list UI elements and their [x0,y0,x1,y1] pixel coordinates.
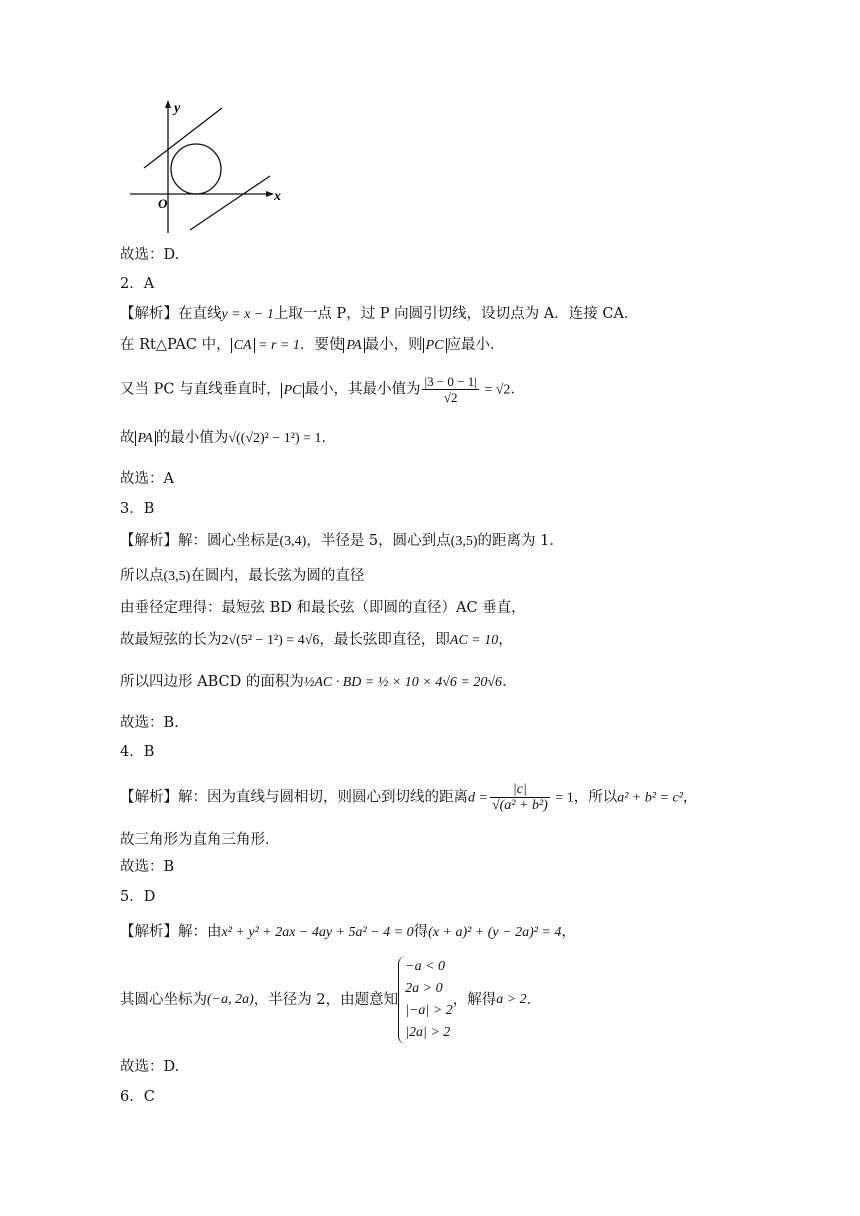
text-line: 4．B [120,744,155,760]
text-line: 其圆心坐标为 (−a, 2a) ，半径为 2，由题意知 −a < 0 2a > 0 |−a| > 2 |2a| > 2 ，解得 a > 2 ． [120,950,541,1050]
text-line: 2．A [120,276,155,292]
text-line: 故 PA 的最小值为√((√2)² − 1²) = 1． [120,430,337,446]
text-line: 故选：D. [120,1059,180,1075]
tangent-line-upper [144,108,222,168]
tangent-line-lower [190,176,270,230]
origin-label: O [158,196,168,211]
text-line: 所以点(3,5)在圆内，最长弦为圆的直径 [120,568,365,584]
text-line: 又当 PC 与直线垂直时， PC 最小，其最小值为 $\frac{|3 - 0 - 1|}{√2}$ = √2． [120,374,525,405]
text-line: 3．B [120,501,155,517]
text-line: 【解析】在直线y = x − 1上取一点 P，过 P 向圆引切线，设切点为 A．连接 CA． [120,306,639,322]
fraction: $\frac{|3 - 0 - 1|}{√2}$ [424,374,477,405]
text-line: 故三角形为直角三角形． [120,832,280,848]
coordinate-figure [128,98,288,238]
text-line: 【解析】解：由x² + y² + 2ax − 4ay + 5a² − 4 = 0得(x + a)² + (y − 2a)² = 4， [120,924,576,940]
x-label: x [274,189,281,204]
text-line: 【解析】解：圆心坐标是(3,4)，半径是 5，圆心到点(3,5)的距离为 1． [120,533,564,549]
y-label: y [174,101,181,116]
text-line: 故选：A [120,471,174,487]
circle-shape [171,144,221,194]
inequality-system: −a < 0 2a > 0 |−a| > 2 |2a| > 2 [398,956,453,1044]
text-line: 【解析】解：因为直线与圆相切，则圆心到切线的距离d = $\frac{|c|}{\text{√(a² + b²)}}$ = 1，所以a² + b² = c²， [120,782,698,813]
fraction: $\frac{|c|}{\text{√(a² + b²)}}$ [491,782,548,813]
text-line: 由垂径定理得：最短弦 BD 和最长弦（即圆的直径）AC 垂直， [120,600,526,616]
y-axis-arrow [165,100,171,108]
text-line: 故选：B [120,859,175,875]
text-line: 故最短弦的长为2√(5² − 1²) = 4√6，最长弦即直径，即AC = 10， [120,632,513,648]
text-line: 故选：B. [120,715,179,731]
text-line: 所以四边形 ABCD 的面积为½AC · BD = ½ × 10 × 4√6 = 20√6． [120,674,517,690]
text-line: 故选：D. [120,247,180,263]
text-line: 5．D [120,889,156,905]
x-axis-arrow [266,191,274,197]
text-line: 6．C [120,1089,155,1105]
text-line: 在 Rt△PAC 中， CA = r = 1．要使 PA 最小，则 PC 应最小． [120,337,505,353]
